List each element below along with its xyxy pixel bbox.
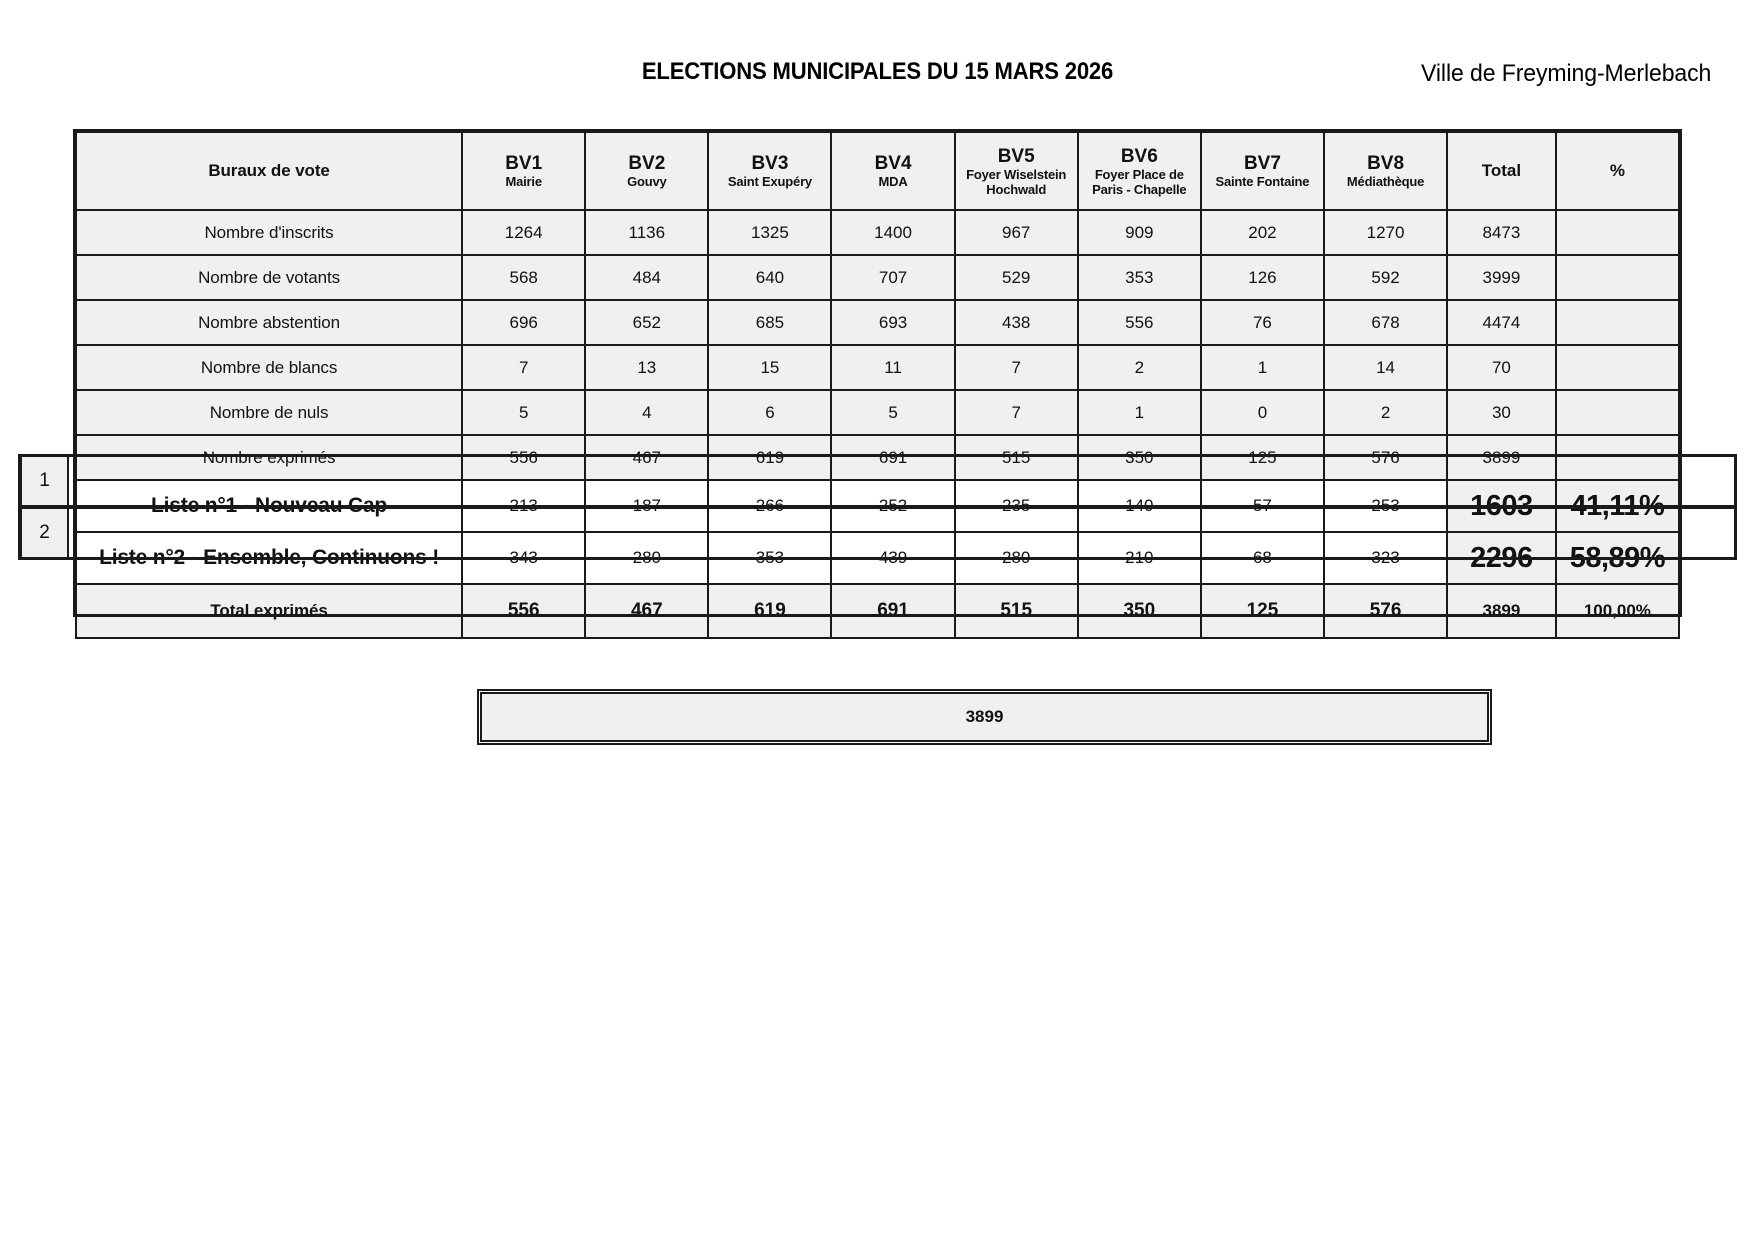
candidate-total: 1603 <box>1448 481 1555 531</box>
column-header-place: Mairie <box>505 174 542 189</box>
data-cell: 685 <box>709 301 830 344</box>
data-cell: 68 <box>1202 533 1323 583</box>
data-cell: 1 <box>1079 391 1200 434</box>
data-cell: 678 <box>1325 301 1446 344</box>
row-percent <box>1557 256 1678 299</box>
candidate-list-label: Liste n°1 - Nouveau Cap <box>77 481 461 531</box>
footer-data-cell: 350 <box>1079 585 1200 637</box>
row-total: 8473 <box>1448 211 1555 254</box>
data-cell: 707 <box>832 256 953 299</box>
data-cell: 213 <box>463 481 584 531</box>
column-header-code: BV1 <box>505 153 543 174</box>
footer-data-cell: 467 <box>586 585 707 637</box>
data-cell: 2 <box>1079 346 1200 389</box>
data-cell: 353 <box>1079 256 1200 299</box>
row-percent <box>1557 211 1678 254</box>
data-cell: 967 <box>956 211 1077 254</box>
data-cell: 2 <box>1325 391 1446 434</box>
table-row <box>77 211 1678 254</box>
column-header-bv5 <box>956 133 1077 209</box>
footer-data-cell: 515 <box>956 585 1077 637</box>
data-cell: 5 <box>463 391 584 434</box>
data-cell: 484 <box>586 256 707 299</box>
column-header-code: BV8 <box>1367 153 1405 174</box>
results-table-container <box>75 131 1680 639</box>
column-header-place: Gouvy <box>627 174 667 189</box>
data-cell: 515 <box>956 436 1077 479</box>
column-header-bv7 <box>1202 133 1323 209</box>
data-cell: 350 <box>1079 436 1200 479</box>
data-cell: 568 <box>463 256 584 299</box>
row-percent <box>1557 346 1678 389</box>
footer-row-label: Total exprimés <box>77 585 461 637</box>
table-row <box>77 391 1678 434</box>
footer-data-cell: 125 <box>1202 585 1323 637</box>
data-cell: 652 <box>586 301 707 344</box>
bottom-summary-value: 3899 <box>965 707 1004 726</box>
data-cell: 140 <box>1079 481 1200 531</box>
table-header-row <box>77 133 1678 209</box>
candidate-list-row <box>77 481 1678 531</box>
data-cell: 529 <box>956 256 1077 299</box>
table-row <box>77 256 1678 299</box>
candidate-percent: 58,89% <box>1557 533 1678 583</box>
data-cell: 438 <box>956 301 1077 344</box>
data-cell: 576 <box>1325 436 1446 479</box>
data-cell: 1325 <box>709 211 830 254</box>
column-header-code: BV5 <box>997 145 1035 167</box>
candidate-total: 2296 <box>1448 533 1555 583</box>
column-header-bv4 <box>832 133 953 209</box>
row-label: Nombre d'inscrits <box>77 211 461 254</box>
data-cell: 13 <box>586 346 707 389</box>
column-header-code: BV2 <box>628 153 666 174</box>
data-cell: 7 <box>956 391 1077 434</box>
row-percent <box>1557 391 1678 434</box>
column-header-place: MDA <box>878 174 908 189</box>
candidate-list-row <box>77 533 1678 583</box>
data-cell: 252 <box>832 481 953 531</box>
data-cell: 280 <box>586 533 707 583</box>
row-label: Nombre de nuls <box>77 391 461 434</box>
data-cell: 187 <box>586 481 707 531</box>
column-header-place: Foyer Place de Paris - Chapelle <box>1092 166 1187 197</box>
data-cell: 6 <box>709 391 830 434</box>
data-cell: 253 <box>1325 481 1446 531</box>
bottom-summary-band <box>480 692 1489 742</box>
row-label: Nombre de blancs <box>77 346 461 389</box>
column-header-place: Saint Exupéry <box>727 174 812 189</box>
data-cell: 15 <box>709 346 830 389</box>
data-cell: 696 <box>463 301 584 344</box>
data-cell: 1 <box>1202 346 1323 389</box>
data-cell: 1270 <box>1325 211 1446 254</box>
data-cell: 467 <box>586 436 707 479</box>
city-label: Ville de Freyming-Merlebach <box>1420 60 1711 87</box>
footer-data-cell: 619 <box>709 585 830 637</box>
row-total: 70 <box>1448 346 1555 389</box>
page-title: ELECTIONS MUNICIPALES DU 15 MARS 2026 <box>641 58 1114 85</box>
data-cell: 125 <box>1202 436 1323 479</box>
data-cell: 1136 <box>586 211 707 254</box>
data-cell: 11 <box>832 346 953 389</box>
data-cell: 1400 <box>832 211 953 254</box>
data-cell: 592 <box>1325 256 1446 299</box>
data-cell: 235 <box>956 481 1077 531</box>
row-total: 3899 <box>1448 436 1555 479</box>
data-cell: 4 <box>586 391 707 434</box>
column-header-bv2 <box>586 133 707 209</box>
data-cell: 0 <box>1202 391 1323 434</box>
column-header-percent: % <box>1557 133 1678 209</box>
candidate-list-label: Liste n°2 - Ensemble, Continuons ! <box>77 533 461 583</box>
page-header <box>0 0 1755 110</box>
row-percent <box>1557 436 1678 479</box>
row-label: Nombre abstention <box>77 301 461 344</box>
header-corner-label: Buraux de vote <box>77 133 461 209</box>
row-percent <box>1557 301 1678 344</box>
data-cell: 556 <box>1079 301 1200 344</box>
column-header-place: Médiathèque <box>1346 174 1425 189</box>
data-cell: 343 <box>463 533 584 583</box>
data-cell: 619 <box>709 436 830 479</box>
row-total: 30 <box>1448 391 1555 434</box>
column-header-bv3 <box>709 133 830 209</box>
data-cell: 323 <box>1325 533 1446 583</box>
footer-data-cell: 576 <box>1325 585 1446 637</box>
data-cell: 5 <box>832 391 953 434</box>
column-header-bv1 <box>463 133 584 209</box>
footer-data-cell: 556 <box>463 585 584 637</box>
column-header-code: BV3 <box>751 153 789 174</box>
data-cell: 353 <box>709 533 830 583</box>
table-row <box>77 301 1678 344</box>
data-cell: 76 <box>1202 301 1323 344</box>
list-rank-2: 2 <box>20 507 69 559</box>
column-header-bv6 <box>1079 133 1200 209</box>
data-cell: 439 <box>832 533 953 583</box>
footer-data-cell: 691 <box>832 585 953 637</box>
data-cell: 57 <box>1202 481 1323 531</box>
data-cell: 909 <box>1079 211 1200 254</box>
data-cell: 7 <box>956 346 1077 389</box>
data-cell: 202 <box>1202 211 1323 254</box>
table-row <box>77 436 1678 479</box>
footer-total: 3899 <box>1448 585 1555 637</box>
data-cell: 693 <box>832 301 953 344</box>
row-total: 4474 <box>1448 301 1555 344</box>
row-label: Nombre de votants <box>77 256 461 299</box>
list-rank-1: 1 <box>20 455 69 507</box>
column-header-bv8 <box>1325 133 1446 209</box>
data-cell: 126 <box>1202 256 1323 299</box>
data-cell: 210 <box>1079 533 1200 583</box>
table-row <box>77 346 1678 389</box>
data-cell: 1264 <box>463 211 584 254</box>
column-header-code: BV4 <box>874 153 912 174</box>
data-cell: 280 <box>956 533 1077 583</box>
candidate-percent: 41,11% <box>1557 481 1678 531</box>
data-cell: 640 <box>709 256 830 299</box>
row-total: 3999 <box>1448 256 1555 299</box>
data-cell: 691 <box>832 436 953 479</box>
column-header-place: Sainte Fontaine <box>1215 174 1310 189</box>
data-cell: 556 <box>463 436 584 479</box>
column-header-code: BV7 <box>1243 153 1281 174</box>
results-table <box>75 131 1680 639</box>
data-cell: 7 <box>463 346 584 389</box>
column-header-code: BV6 <box>1120 145 1158 167</box>
data-cell: 14 <box>1325 346 1446 389</box>
column-header-place: Foyer Wiselstein Hochwald <box>966 166 1067 197</box>
footer-percent: 100,00% <box>1557 585 1678 637</box>
column-header-total: Total <box>1448 133 1555 209</box>
row-label: Nombre exprimés <box>77 436 461 479</box>
table-footer-row <box>77 585 1678 637</box>
data-cell: 266 <box>709 481 830 531</box>
